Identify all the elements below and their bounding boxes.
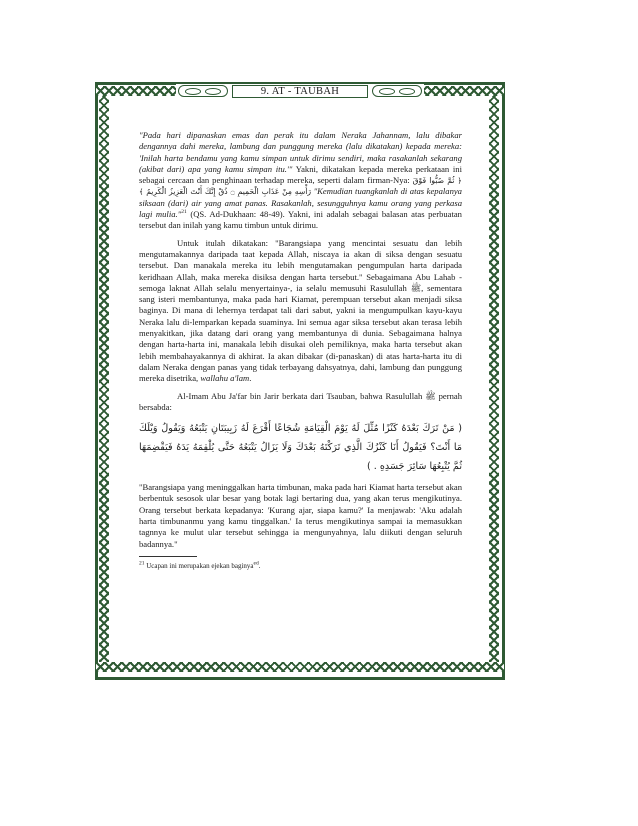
right-header-ornament-icon (372, 85, 422, 97)
left-header-ornament-icon (178, 85, 228, 97)
paragraph-3: Al-Imam Abu Ja'far bin Jarir berkata dari Tsauban, bahwa Rasulullah ﷺ pernah bersabda: (139, 390, 462, 412)
right-braid-border (489, 96, 499, 662)
paragraph-2 (139, 238, 462, 385)
footnote-number: 21 (139, 560, 145, 567)
footnote-21: $^{21}$ Ucapan ini merupakan ejekan baginya$^{ed}$. (139, 560, 261, 570)
quran-translation-quote: "Pada hari dipanaskan emas dan perak itu dalam Neraka Jahannam, lalu dibakar dengannya dahi mereka, lambung dan punggung mereka (lalu dikatakan) kepada mereka: 'Inilah harta bendamu yang kamu simpan untuk dirimu sendiri, maka rasakanlah sekarang (akibat dari) apa yang kamu simpan itu.'" (139, 130, 462, 174)
verse-translation: "Kemudian tuangkanlah di atas kepalanya siksaan (dari) air yang amat panas. Rasakanlah, sesungguhnya kamu orang yang perkasa lagi mulia." (139, 186, 462, 220)
paragraph-1-commentary: Yakni, dikatakan kepada mereka perkataan ini sebagai cercaan dan penghinaan terhadap mereka, seperti dalam firman-Nya: (139, 163, 462, 186)
paragraph-1-end: (QS. Ad-Dukhaan: 48-49). Yakni, ini adalah sebagai balasan atas perbuatan tersebut dan inilah yang kamu timbun untuk dirimu. (139, 209, 462, 231)
paragraph-1 (139, 130, 462, 232)
paragraph-2-end: . (249, 373, 252, 384)
footnote-text: Ucapan ini merupakan ejekan baginya (144, 561, 254, 570)
left-braid-border (99, 96, 109, 662)
chapter-title: 9. AT - TAUBAH (232, 85, 368, 98)
footnote-divider (139, 556, 197, 557)
inline-arabic-verse: ﴿ ثُمَّ صُبُّوا فَوْقَ رَأْسِهِ مِنْ عَذَابِ الْحَمِيمِ ۝ ذُقْ إِنَّكَ أَنْتَ الْعَزِيزُ الْكَرِيمُ ﴾ (139, 176, 463, 197)
wallahu-alam: wallahu a'lam (200, 373, 250, 384)
paragraph-2-body: Untuk itulah dikatakan: "Barangsiapa yang mencintai sesuatu dan lebih mengutamakannya daripada taat kepada Allah, niscaya ia akan di siksa dengan sesuatu tersebut. Dan manakala mereka itu lebih mengutamakan pengumpulan harta daripada keridhaan Allah, maka mereka disiksa dengan harta tersebut." Sebagaimana Abu Lahab -semoga laknat Allah selalu menyertainya-, ia selalu memusuhi Rasulullah ﷺ, sementara sang isteri membantunya, maka pada hari Kiamat, perempuan tersebut akan menjadi siksa baginya. Di mana di lehernya terdapat tali dari sabut, yakni ia mengumpulkan kayu-kayu Neraka lalu di-lemparkan kepada suaminya. Ini semua agar siksa tersebut akan terasa lebih menyakitkan, jika datang dari orang yang membantunya di dunia. Sebagaimana halnya dengan harta-harta ini, manakala lebih disukai oleh pemiliknya, maka harta tersebut akan lebih membahayakannya di akhirat. Ia akan dibakar (di-panaskan) di atas harta-harta itu di dalam Neraka dengan panas yang tidak terbayang dahsyatnya, dahi, lambung dan punggung mereka disetrika, (139, 237, 462, 384)
hadith-translation: "Barangsiapa yang meninggalkan harta timbunan, maka pada hari Kiamat harta tersebut akan berbentuk sesosok ular besar yang botak lagi bertaring dua, yang akan terus mengikutinya. Orang tersebut berkata kepadanya: 'Kurang ajar, siapa kamu?' Ia menjawab: 'Aku adalah harta timbunanmu yang kamu tinggalkan.' Ia terus mengikutinya sampai ia memasukkan tagnnya ke mulut ular tersebut sehingga ia mengunyahnya, lalu diikuti dengan seluruh badannya." (139, 482, 462, 549)
hadith-arabic-text: ( مَنْ تَرَكَ بَعْدَهُ كَنْزًا مُثِّلَ لَهُ يَوْمَ الْقِيَامَةِ شُجَاعًا أَقْرَعَ لَهُ زَبِيبَتَانِ يَتْبَعُهُ وَيَقُولُ وَيْلَكَ مَا أَنْتَ؟ فَيَقُولُ أَنَا كَنْزُكَ الَّذِي تَرَكْتَهُ بَعْدَكَ وَلَا يَزَالُ يَتْبَعُهُ حَتَّى يُلْقِمَهُ يَدَهُ فَيَقْضِمَهَا ثُمَّ يُتْبِعُهَا سَائِرَ جَسَدِهِ . ) (139, 423, 462, 473)
footnote-reference-21: 21 (181, 209, 187, 216)
page-content (139, 130, 462, 571)
bottom-braid-border (96, 662, 504, 672)
footnote-editor-mark: ed (253, 560, 259, 567)
